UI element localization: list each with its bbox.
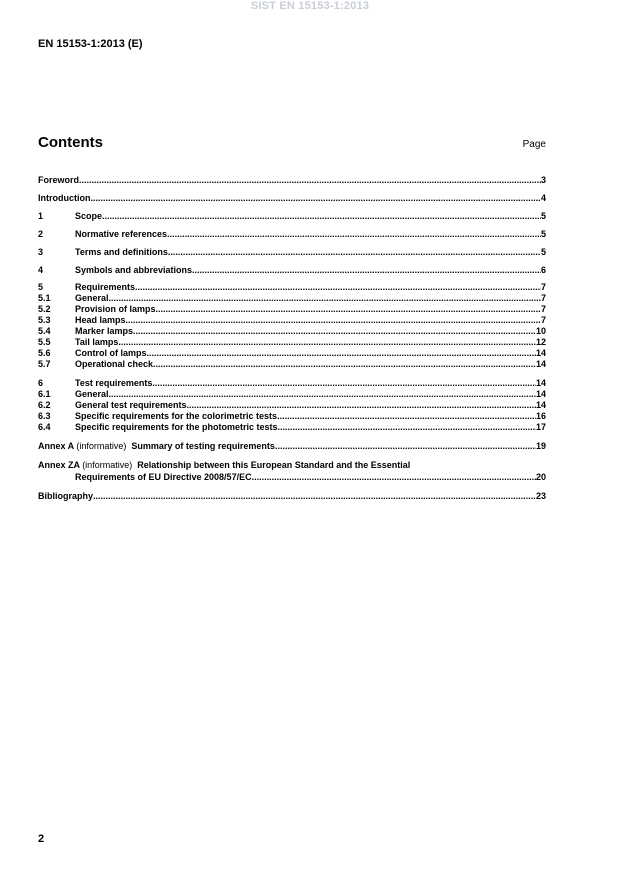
toc-label: Scope bbox=[75, 211, 103, 221]
toc-number: 5.6 bbox=[38, 348, 51, 358]
toc-page: 14 bbox=[535, 378, 546, 388]
toc-page: 7 bbox=[540, 293, 546, 303]
toc-entry-6-1[interactable] bbox=[38, 389, 546, 400]
annex-type: (informative) bbox=[82, 460, 133, 470]
toc-page: 14 bbox=[535, 348, 546, 358]
toc-entry-scope[interactable] bbox=[38, 210, 546, 222]
toc-number: 5.4 bbox=[38, 326, 51, 336]
toc-entry-5-6[interactable] bbox=[38, 348, 546, 359]
toc-number: 5.3 bbox=[38, 315, 51, 325]
toc-number: 1 bbox=[38, 211, 44, 221]
annex-title-continuation: Requirements of EU Directive 2008/57/EC bbox=[75, 472, 252, 482]
toc-page: 10 bbox=[535, 326, 546, 336]
contents-title: Contents bbox=[38, 134, 103, 151]
toc-page: 5 bbox=[540, 229, 546, 239]
toc-entry-test-requirements[interactable] bbox=[38, 378, 546, 389]
toc-label bbox=[38, 440, 275, 452]
toc-page: 7 bbox=[540, 304, 546, 314]
toc-number: 6.4 bbox=[38, 422, 51, 432]
toc-label: General bbox=[75, 293, 109, 303]
toc-entry-annex-za[interactable] bbox=[38, 459, 546, 483]
toc-label: Marker lamps bbox=[75, 326, 134, 336]
toc-entry-annex-a[interactable] bbox=[38, 440, 546, 452]
toc-entry-requirements[interactable] bbox=[38, 282, 546, 293]
toc-page: 14 bbox=[535, 400, 546, 410]
toc-page: 3 bbox=[540, 175, 546, 185]
toc-page: 12 bbox=[535, 337, 546, 347]
toc-entry-6-4[interactable] bbox=[38, 422, 546, 433]
toc-label: Symbols and abbreviations bbox=[75, 265, 193, 275]
toc-entry-foreword[interactable] bbox=[38, 174, 546, 186]
toc-label: Bibliography bbox=[38, 491, 94, 501]
toc-page: 20 bbox=[535, 472, 546, 482]
annex-za-first-line bbox=[38, 459, 546, 471]
toc-label: Provision of lamps bbox=[75, 304, 156, 314]
toc-number: 6 bbox=[38, 378, 44, 388]
toc-entry-5-5[interactable] bbox=[38, 337, 546, 348]
toc-number: 5.7 bbox=[38, 359, 51, 369]
toc-number: 6.3 bbox=[38, 411, 51, 421]
watermark: SIST EN 15153-1:2013 bbox=[250, 0, 370, 12]
toc-page: 7 bbox=[540, 282, 546, 292]
toc-label: General test requirements bbox=[75, 400, 187, 410]
table-of-contents bbox=[38, 174, 546, 502]
toc-page: 4 bbox=[540, 193, 546, 203]
toc-page: 17 bbox=[535, 422, 546, 432]
toc-label: General bbox=[75, 389, 109, 399]
toc-number: 5.2 bbox=[38, 304, 51, 314]
annex-za-second-line bbox=[38, 471, 546, 483]
toc-page: 16 bbox=[535, 411, 546, 421]
toc-page: 23 bbox=[535, 491, 546, 501]
toc-number: 3 bbox=[38, 247, 44, 257]
document-id: EN 15153-1:2013 (E) bbox=[38, 38, 143, 50]
annex-type: (informative) bbox=[76, 441, 127, 451]
annex-title: Summary of testing requirements bbox=[131, 441, 275, 451]
annex-name: Annex A bbox=[38, 441, 74, 451]
page-number: 2 bbox=[38, 833, 45, 845]
toc-entry-5-7[interactable] bbox=[38, 359, 546, 370]
toc-label: Tail lamps bbox=[75, 337, 119, 347]
toc-entry-symbols-abbreviations[interactable] bbox=[38, 264, 546, 276]
toc-number: 6.1 bbox=[38, 389, 51, 399]
toc-number: 5.1 bbox=[38, 293, 51, 303]
toc-page: 14 bbox=[535, 389, 546, 399]
toc-entry-6-2[interactable] bbox=[38, 400, 546, 411]
toc-label: Specific requirements for the colorimetric tests bbox=[75, 411, 278, 421]
toc-page: 5 bbox=[540, 211, 546, 221]
toc-page: 14 bbox=[535, 359, 546, 369]
toc-entry-5-2[interactable] bbox=[38, 304, 546, 315]
toc-entry-5-3[interactable] bbox=[38, 315, 546, 326]
toc-entry-bibliography[interactable] bbox=[38, 490, 546, 502]
toc-page: 7 bbox=[540, 315, 546, 325]
toc-label: Foreword bbox=[38, 175, 80, 185]
toc-label: Terms and definitions bbox=[75, 247, 168, 257]
toc-entry-5-1[interactable] bbox=[38, 293, 546, 304]
toc-label: Control of lamps bbox=[75, 348, 147, 358]
toc-label: Operational check bbox=[75, 359, 154, 369]
toc-number: 6.2 bbox=[38, 400, 51, 410]
page-column-label: Page bbox=[522, 139, 546, 150]
toc-label: Test requirements bbox=[75, 378, 153, 388]
toc-page: 5 bbox=[540, 247, 546, 257]
toc-label: Specific requirements for the photometric tests bbox=[75, 422, 278, 432]
toc-entry-introduction[interactable] bbox=[38, 192, 546, 204]
annex-name: Annex ZA bbox=[38, 460, 80, 470]
toc-number: 4 bbox=[38, 265, 44, 275]
toc-label: Normative references bbox=[75, 229, 168, 239]
toc-number: 5 bbox=[38, 282, 44, 292]
toc-number: 5.5 bbox=[38, 337, 51, 347]
toc-entry-5-4[interactable] bbox=[38, 326, 546, 337]
toc-label: Introduction bbox=[38, 193, 91, 203]
toc-page: 6 bbox=[540, 265, 546, 275]
toc-entry-normative-references[interactable] bbox=[38, 228, 546, 240]
toc-entry-terms-definitions[interactable] bbox=[38, 246, 546, 258]
toc-label: Requirements bbox=[75, 282, 136, 292]
toc-page: 19 bbox=[535, 441, 546, 451]
toc-label: Head lamps bbox=[75, 315, 126, 325]
toc-entry-6-3[interactable] bbox=[38, 411, 546, 422]
toc-number: 2 bbox=[38, 229, 44, 239]
annex-title: Relationship between this European Standard and the Essential bbox=[137, 460, 411, 470]
